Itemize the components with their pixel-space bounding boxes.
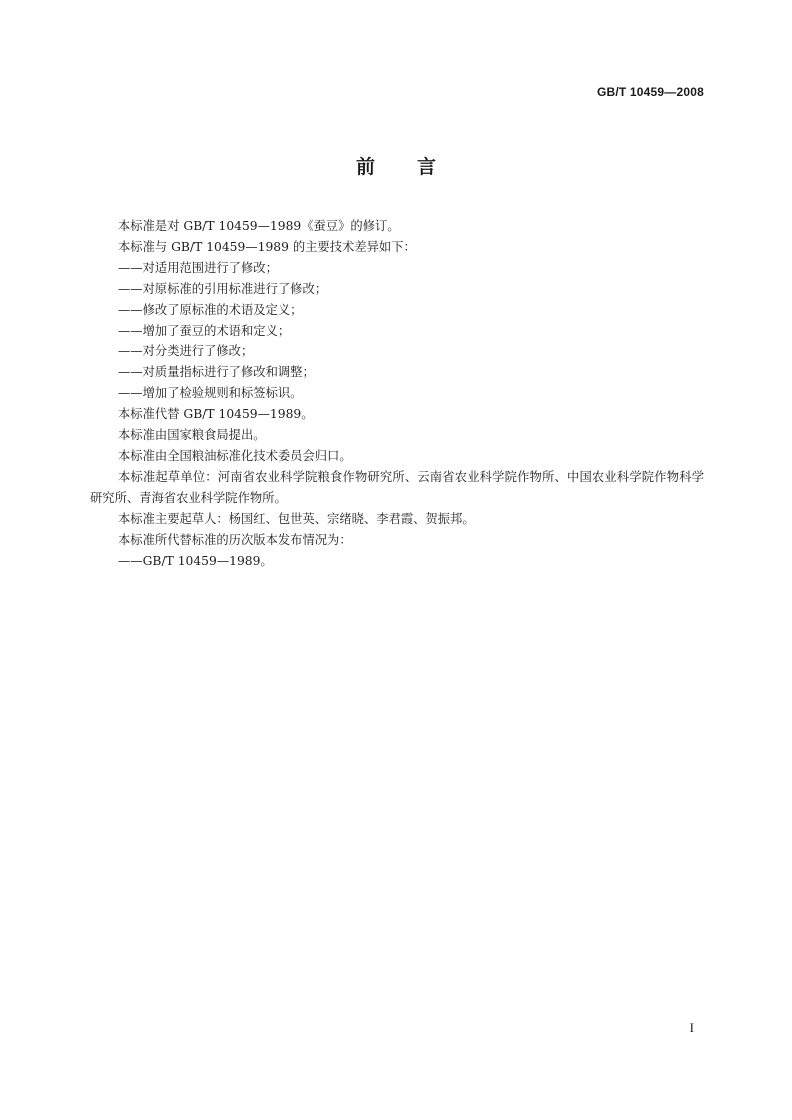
- list-item-quality: ——对质量指标进行了修改和调整；: [118, 365, 315, 380]
- list-item-inspection: ——增加了检验规则和标签标识。: [118, 386, 303, 401]
- paragraph-differences-intro: 本标准与 GB/T 10459—1989 的主要技术差异如下：: [118, 239, 416, 254]
- page-number: I: [689, 1020, 694, 1035]
- paragraph-drafters: 本标准主要起草人：杨国红、包世英、宗绪晓、李君霞、贺振邦。: [118, 511, 475, 526]
- list-item-terms-modified: ——修改了原标准的术语及定义；: [118, 302, 303, 317]
- list-item-classification: ——对分类进行了修改；: [118, 344, 254, 359]
- paragraph-replaces: 本标准代替 GB/T 10459—1989。: [118, 407, 314, 422]
- paragraph-drafting-units: 本标准起草单位：河南省农业科学院粮食作物研究所、云南省农业科学院作物所、中国农业科学院作物科学研究所、青海省农业科学院作物所。: [90, 469, 704, 505]
- paragraph-revision: 本标准是对 GB/T 10459—1989《蚕豆》的修订。: [118, 219, 400, 233]
- standard-number: GB/T 10459—2008: [596, 85, 704, 99]
- paragraph-history-intro: 本标准所代替标准的历次版本发布情况为：: [118, 532, 352, 547]
- page-title: 前言: [355, 156, 478, 178]
- paragraph-proposed-by: 本标准由国家粮食局提出。: [118, 428, 266, 443]
- list-item-history: ——GB/T 10459—1989。: [118, 553, 273, 568]
- paragraph-centralized-by: 本标准由全国粮油标准化技术委员会归口。: [118, 448, 352, 463]
- list-item-terms-added: ——增加了蚕豆的术语和定义；: [118, 323, 291, 338]
- list-item-references: ——对原标准的引用标准进行了修改；: [118, 281, 328, 296]
- foreword-body: [90, 216, 704, 571]
- list-item-scope: ——对适用范围进行了修改；: [118, 260, 278, 275]
